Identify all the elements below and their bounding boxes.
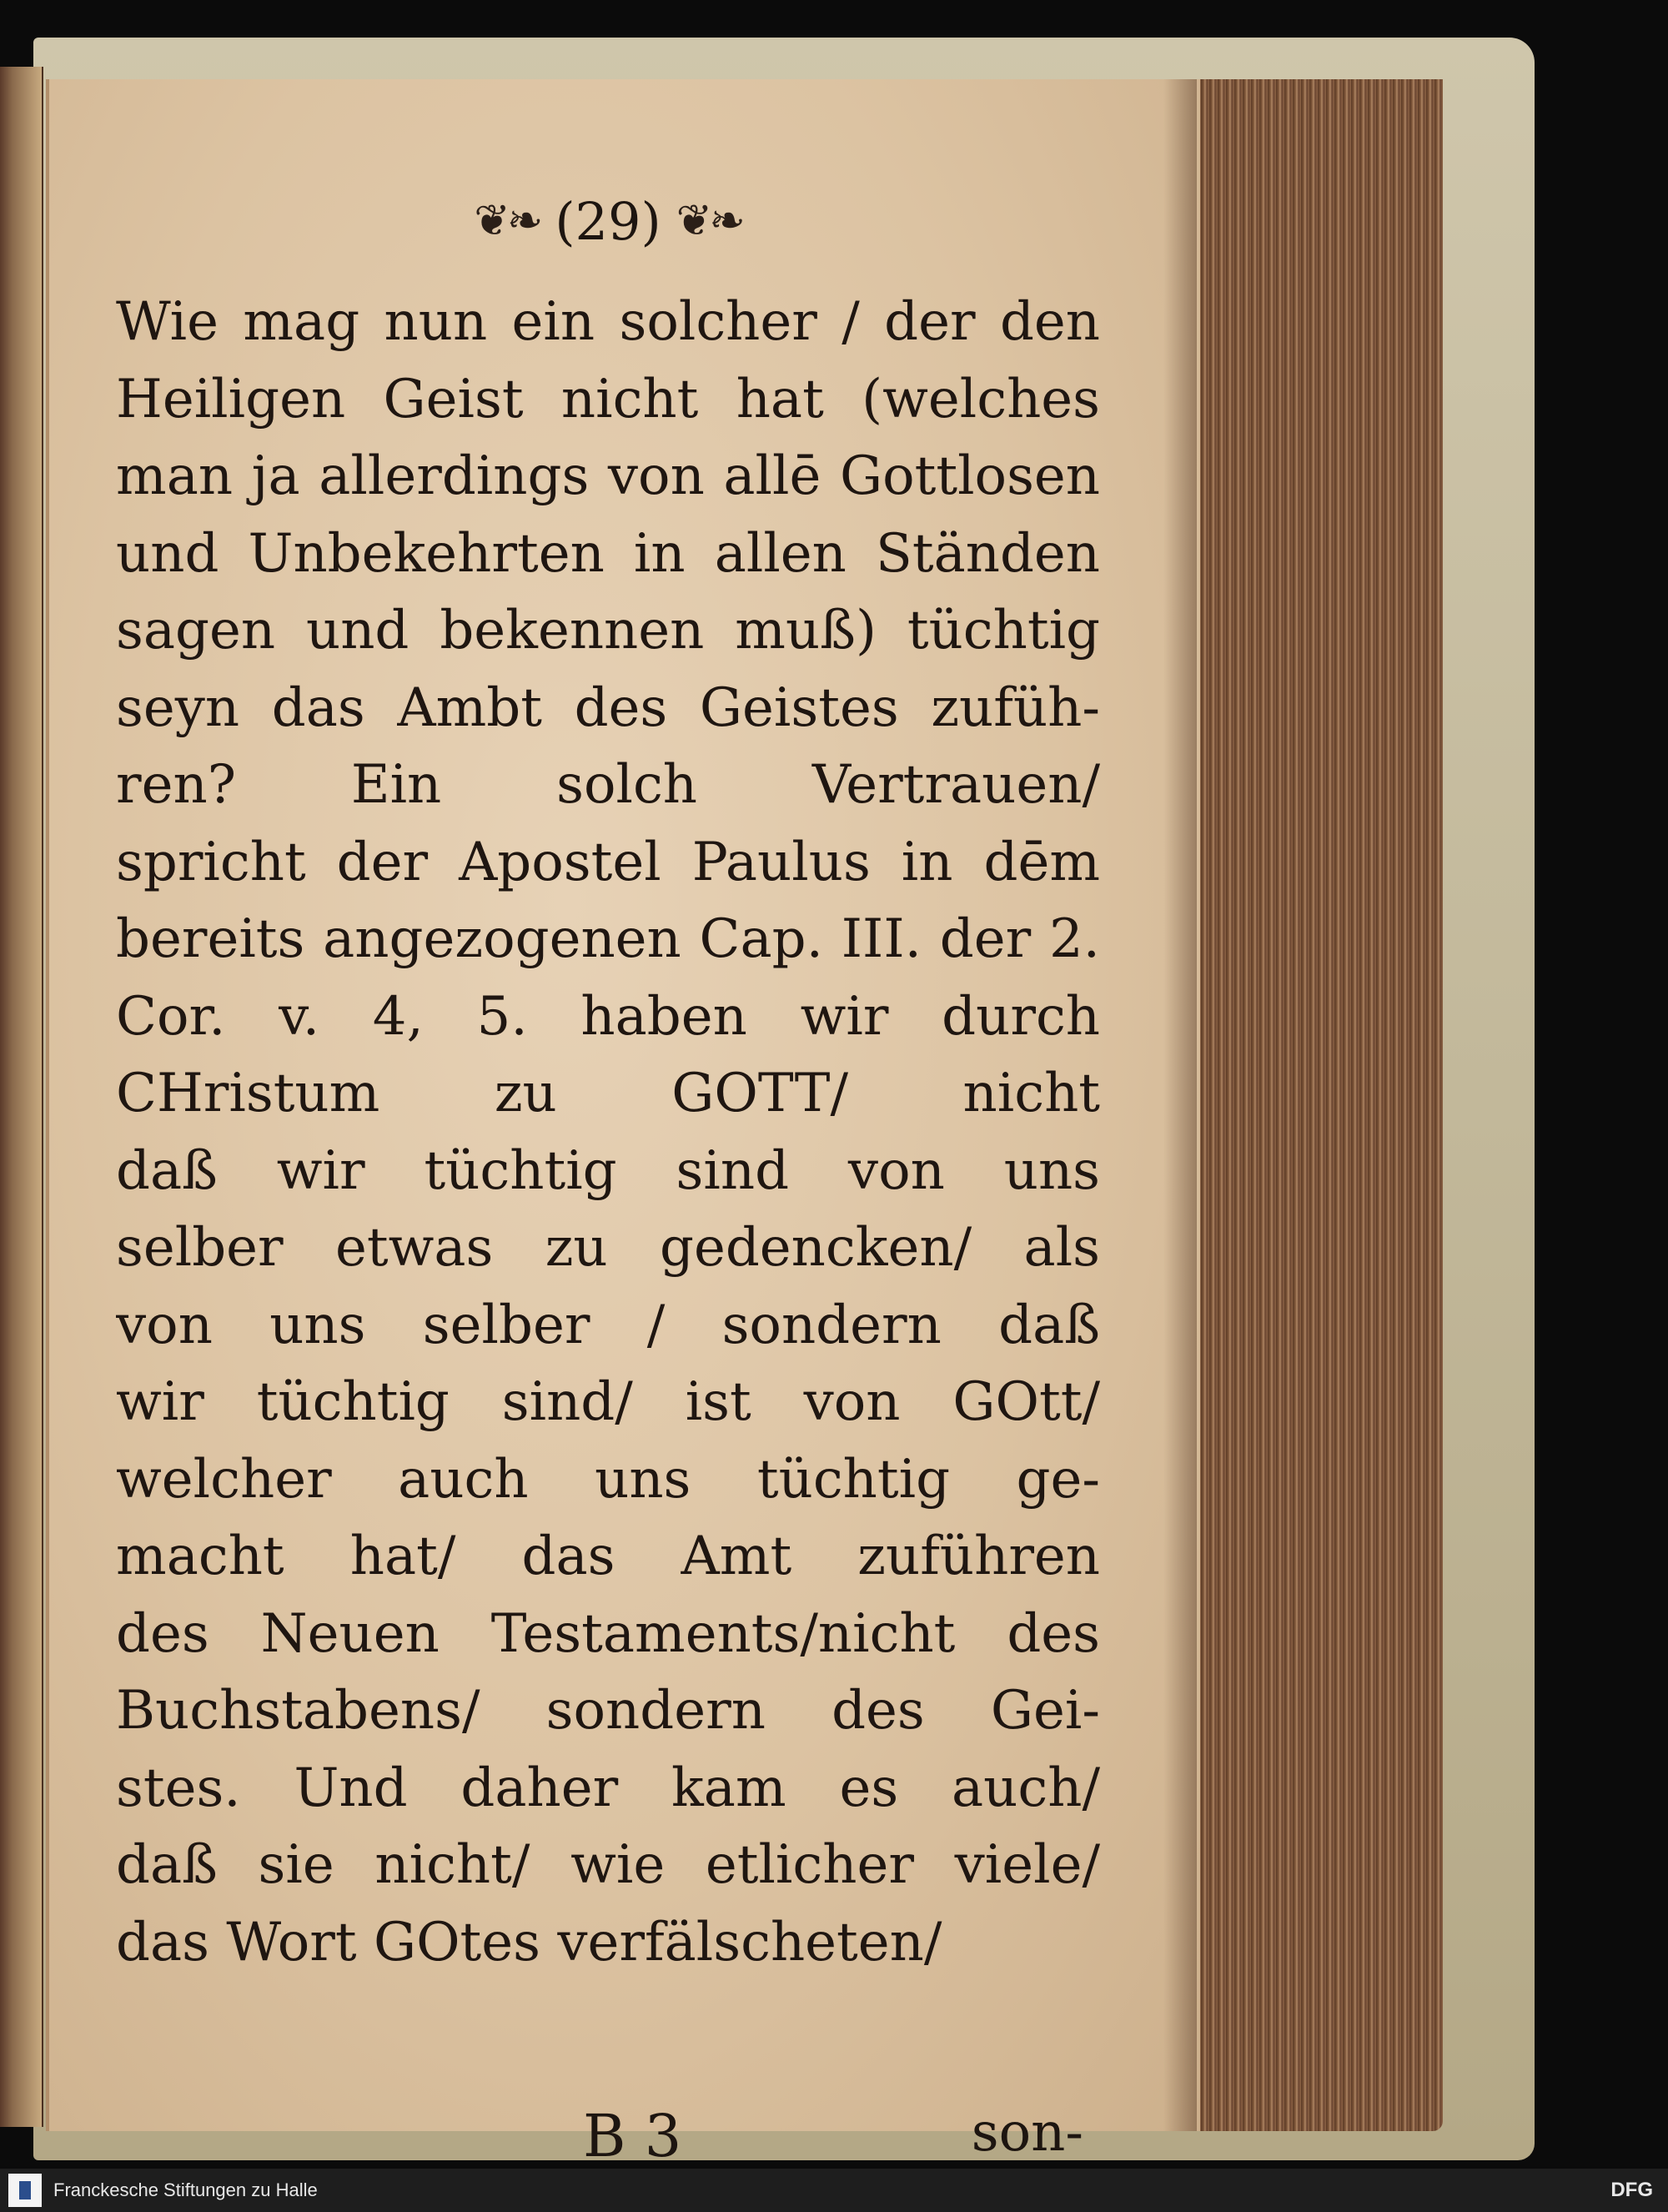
text-line: und Unbekehrten in allen Ständen [116,522,1100,585]
text-line: Heiligen Geist nicht hat (welches [116,368,1100,430]
text-line: des Neuen Testaments/nicht des [116,1602,1100,1665]
signature-mark: B 3 [583,2102,682,2169]
left-page-edge [0,67,43,2127]
page-header [116,175,1100,267]
page-block-edges [1193,79,1443,2131]
text-line: selber etwas zu gedencken/ als [116,1217,1100,1279]
text-line: daß sie nicht/ wie etlicher viele/ [116,1834,1100,1896]
institution-logo-icon [8,2174,42,2207]
ornament-left: ❦❧ [474,196,540,246]
text-line: daß wir tüchtig sind von uns [116,1139,1100,1202]
text-line: man ja allerdings von allē Gottlosen [116,445,1100,507]
text-line: macht hat/ das Amt zuführen [116,1526,1100,1587]
page-number: (29) [555,190,661,252]
text-line: CHristum zu GOTT/ nicht [116,1063,1100,1124]
gutter-shadow [1163,79,1197,2131]
text-line: bereits angezogenen Cap. III. der 2. [116,908,1100,970]
institution-name: Franckesche Stiftungen zu Halle [53,2179,318,2200]
dfg-logo: DFG [1610,2179,1653,2201]
text-line: sagen und bekennen muß) tüchtig [116,600,1100,661]
text-line: welcher auch uns tüchtig ge- [116,1448,1100,1511]
page-footer-row [116,2102,1100,2169]
text-line: seyn das Ambt des Geistes zufüh- [116,676,1100,739]
text-line: von uns selber / sondern daß [116,1294,1100,1356]
text-line: Cor. v. 4, 5. haben wir durch [116,985,1100,1048]
text-line: ren? Ein solch Vertrauen/ [116,754,1100,816]
text-line: stes. Und daher kam es auch/ [116,1757,1100,1819]
catchword: son- [971,2102,1083,2164]
body-text [116,284,1100,1981]
text-line: das Wort GOtes verfälscheten/ [116,1911,942,1973]
text-line: Buchstabens/ sondern des Gei- [116,1680,1100,1742]
ornament-right: ❦❧ [676,196,742,246]
viewer-footer [0,2169,1668,2212]
text-line: spricht der Apostel Paulus in dēm [116,831,1100,893]
text-line: wir tüchtig sind/ ist von GOtt/ [116,1371,1100,1433]
book-page [46,79,1200,2169]
text-line: Wie mag nun ein solcher / der den [116,291,1100,353]
